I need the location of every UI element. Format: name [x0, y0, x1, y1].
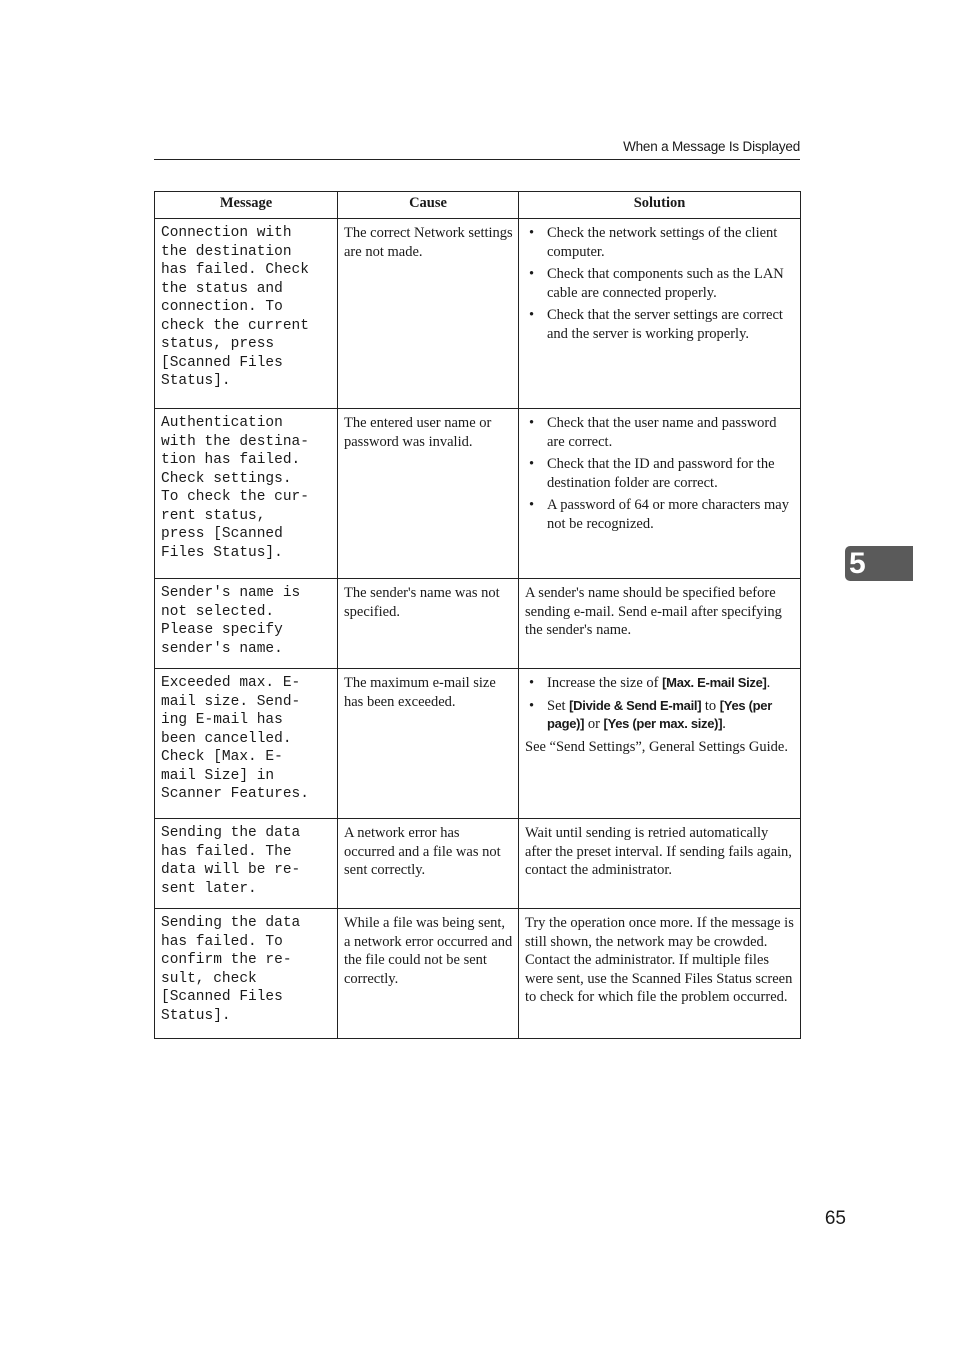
solution-list [525, 674, 795, 734]
column-header-solution: Solution [519, 192, 801, 219]
setting-key: [Max. E-mail Size] [662, 675, 767, 690]
solution-text: Set [547, 697, 570, 714]
message-table [154, 191, 801, 1039]
table-row [155, 219, 801, 409]
page-number: 65 [824, 1208, 846, 1229]
solution-cell: A sender's name should be specified before sending e-mail. Send e-mail after specifying the sender's name. [519, 579, 801, 669]
message-cell: Connection with the destination has failed. Check the status and connection. To check the current status, press [Scanned Files Status]. [155, 219, 338, 409]
chapter-tab [845, 546, 913, 581]
message-cell: Sending the data has failed. The data will be re- sent later. [155, 819, 338, 909]
table-row [155, 669, 801, 819]
solution-bullet [525, 697, 795, 734]
message-cell: Exceeded max. E- mail size. Send- ing E-mail has been cancelled. Check [Max. E- mail Size] in Scanner Features. [155, 669, 338, 819]
message-cell: Sending the data has failed. To confirm the re- sult, check [Scanned Files Status]. [155, 909, 338, 1039]
solution-text: . [722, 716, 726, 732]
solution-list [525, 224, 795, 343]
message-cell: Authentication with the destina- tion has failed. Check settings. To check the cur- rent status, press [Scanned Files Status]. [155, 409, 338, 579]
column-header-message: Message [155, 192, 338, 219]
solution-bullet: • Check that components such as the LAN cable are connected properly. [525, 265, 795, 302]
solution-bullet: • Check that the user name and password are correct. [525, 414, 795, 451]
solution-bullet: • Check the network settings of the client computer. [525, 224, 795, 261]
table-row [155, 819, 801, 909]
cause-cell: The sender's name was not specified. [338, 579, 519, 669]
setting-key: [Divide & Send E-mail] [569, 697, 702, 713]
solution-bullet: • Check that the server settings are correct and the server is working properly. [525, 306, 795, 343]
solution-bullet: • A password of 64 or more characters may not be recognized. [525, 496, 795, 533]
cause-cell: While a file was being sent, a network error occurred and the file could not be sent correctly. [338, 909, 519, 1039]
chapter-number: 5 [849, 547, 866, 580]
solution-bullet: • Check that the ID and password for the destination folder are correct. [525, 455, 795, 492]
solution-cell [519, 409, 801, 579]
running-header: When a Message Is Displayed [623, 139, 800, 154]
setting-key: [Yes (per page)] [547, 697, 772, 731]
table-row [155, 909, 801, 1039]
solution-cell: Wait until sending is retried automatically after the preset interval. If sending fails again, contact the administrator. [519, 819, 801, 909]
column-header-cause: Cause [338, 192, 519, 219]
header-rule [154, 159, 800, 160]
message-cell: Sender's name is not selected. Please specify sender's name. [155, 579, 338, 669]
solution-bullet [525, 674, 795, 693]
solution-cell [519, 219, 801, 409]
table-row [155, 579, 801, 669]
solution-note: See “Send Settings”, General Settings Guide. [525, 738, 788, 755]
solution-text: or [584, 716, 604, 732]
table-header-row [155, 192, 801, 219]
solution-text: to [701, 697, 720, 714]
solution-cell: Try the operation once more. If the message is still shown, the network may be crowded. Contact the administrator. If multiple files were sent, use the Scanned Files Status screen to check for which file the problem occurred. [519, 909, 801, 1039]
cause-cell: The maximum e-mail size has been exceeded. [338, 669, 519, 819]
setting-key: [Yes (per max. size)] [603, 716, 723, 731]
solution-cell [519, 669, 801, 819]
table-row [155, 409, 801, 579]
cause-cell: The correct Network settings are not made. [338, 219, 519, 409]
cause-cell: The entered user name or password was invalid. [338, 409, 519, 579]
solution-text: . [766, 675, 771, 691]
solution-list [525, 414, 795, 533]
cause-cell: A network error has occurred and a file was not sent correctly. [338, 819, 519, 909]
solution-text: Increase the size of [547, 675, 663, 691]
